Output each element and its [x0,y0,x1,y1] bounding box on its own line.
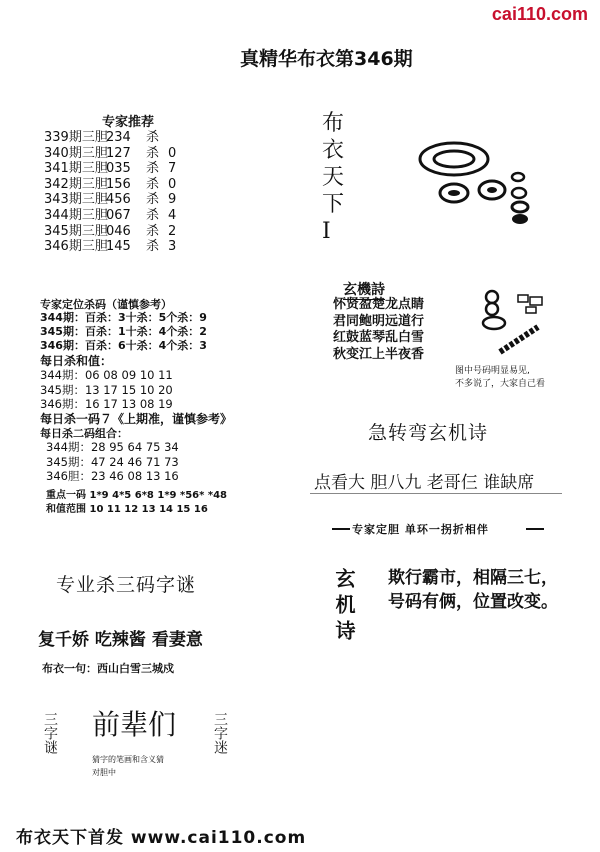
expert-bile-dash-left [332,528,350,530]
expert-cell-nums: 234 [106,130,131,145]
site-logo: cai110.com [491,4,588,24]
expert-bile-heading: 专家定胆 单环一拐折相伴 [352,523,489,536]
poem-line: 君同鲍明远道行 [333,313,425,329]
expert-cell-period: 346期三胆 [44,239,108,255]
expert-cell-kill: 杀 [146,192,160,208]
turn-heading: 急转弯玄机诗 [368,422,489,444]
daily-one-code: 每日杀一码７《上期准，谨慎参考》 [40,412,233,426]
poem-heading: 玄機詩 [343,279,385,300]
expert-cell-nums: 127 [106,145,131,161]
daily-sum-heading: 每日杀和值： [40,354,113,368]
expert-cell-nums: 067 [106,207,131,223]
coins-picture [414,135,539,230]
poem-line: 秋变江上半夜香 [333,346,425,362]
daily-sum-row: 344期：06 08 09 10 11 [40,368,173,382]
expert-cell-kill: 杀 [146,239,160,255]
daily-two-heading: 每日杀二码组合： [40,427,128,440]
expert-row [44,130,182,146]
turn-underline [310,493,562,494]
daily-two-row: 346胆：23 46 08 13 16 [46,469,179,483]
expert-cell-kill: 杀 [146,176,160,192]
expert-row [44,177,182,193]
daily-sum-row: 345期：13 17 15 10 20 [40,382,173,397]
expert-heading: 专家推荐 [102,115,155,130]
daily-sum-row: 346期：16 17 13 08 19 [40,397,173,411]
poem-line: 红鼓蓝琴乱白雪 [333,330,425,345]
daily-two-row: 345期：47 24 46 71 73 [46,454,179,469]
poem-note-2: 不多说了，大家自己看 [455,379,546,389]
expert-cell-period: 345期三胆 [44,223,108,239]
expert-cell-period: 343期三胆 [44,192,108,208]
footer-text: 布衣天下首发 www.cai110.com [16,828,307,848]
focus-code: 重点一码 1*9 4*5 6*8 1*9 *56* *48 [46,490,227,501]
expert-cell-nums: 035 [106,161,131,177]
expert-cell-nums: 456 [106,192,131,208]
expert-row [44,224,182,240]
position-kill-row: 346期：百杀：6十杀：4个杀：3 [40,339,207,352]
expert-cell-kn: 0 [168,145,177,161]
expert-bile-dash-right [526,528,544,530]
three-char-note-1: 猜字的笔画和含义猜 [92,755,164,764]
position-kill-row: 345期：百杀：1十杀：4个杀：2 [40,325,207,338]
expert-cell-kill: 杀 [146,145,160,161]
expert-cell-period: 344期三胆 [44,207,108,223]
poem-picture [478,287,568,357]
poem-lines [333,297,424,363]
poem-line: 怀贤盈楚龙点睛 [333,297,425,312]
riddle-line: 复千娇 吃辣酱 看妻意 [38,630,203,650]
expert-cell-nums: 145 [106,239,131,255]
riddle-heading: 专业杀三码字谜 [56,574,197,596]
three-char-big: 前辈们 [92,708,177,741]
position-kill-list [40,311,207,353]
expert-bile-line-2: 号码有俩，位置改变。 [388,592,558,612]
buyi-vertical: 布衣天下Ⅰ [322,111,345,244]
turn-line: 点看大 胆八九 老哥仨 谁缺席 [314,473,535,493]
expert-row [44,161,182,177]
expert-cell-kn: 7 [168,161,177,177]
expert-row [44,146,182,162]
daily-two-list [46,440,179,484]
expert-cell-kill: 杀 [146,161,160,177]
expert-cell-kn: 9 [168,192,177,208]
position-kill-heading: 专家定位杀码（谨慎参考） [40,298,172,311]
three-char-right: 三字迷 [212,712,228,754]
sum-range: 和值范围 10 11 12 13 14 15 16 [46,504,208,515]
expert-cell-kill: 杀 [146,130,160,145]
expert-cell-period: 342期三胆 [44,176,108,192]
expert-cell-kn: 2 [168,223,177,239]
expert-cell-kn: 4 [168,207,177,223]
expert-bile-line-1: 欺行霸市，相隔三七， [388,568,558,588]
expert-cell-period: 340期三胆 [44,145,108,161]
position-kill-row: 344期：百杀：3十杀：5个杀：9 [40,311,207,324]
expert-cell-kn: 3 [168,239,177,255]
expert-cell-period: 339期三胆 [44,130,108,145]
expert-row [44,239,182,255]
expert-cell-nums: 156 [106,176,131,192]
expert-cell-nums: 046 [106,223,131,239]
expert-table [44,130,182,255]
daily-sum-list [40,368,173,412]
page-title: 真精华布衣第346期 [240,48,413,70]
expert-bile-vertical: 玄机诗 [332,568,356,646]
three-char-note-2: 对胆中 [92,768,116,777]
expert-row [44,192,182,208]
expert-cell-kill: 杀 [146,207,160,223]
expert-row [44,208,182,224]
expert-cell-kill: 杀 [146,223,160,239]
one-line-riddle: 布衣一句：西山白雪三城戍 [42,662,174,675]
daily-two-row: 344期：28 95 64 75 34 [46,440,179,454]
three-char-left: 三字谜 [42,712,58,754]
expert-cell-period: 341期三胆 [44,161,108,177]
poem-note-1: 图中号码明显易见, [455,366,530,376]
expert-cell-kn: 0 [168,176,177,192]
